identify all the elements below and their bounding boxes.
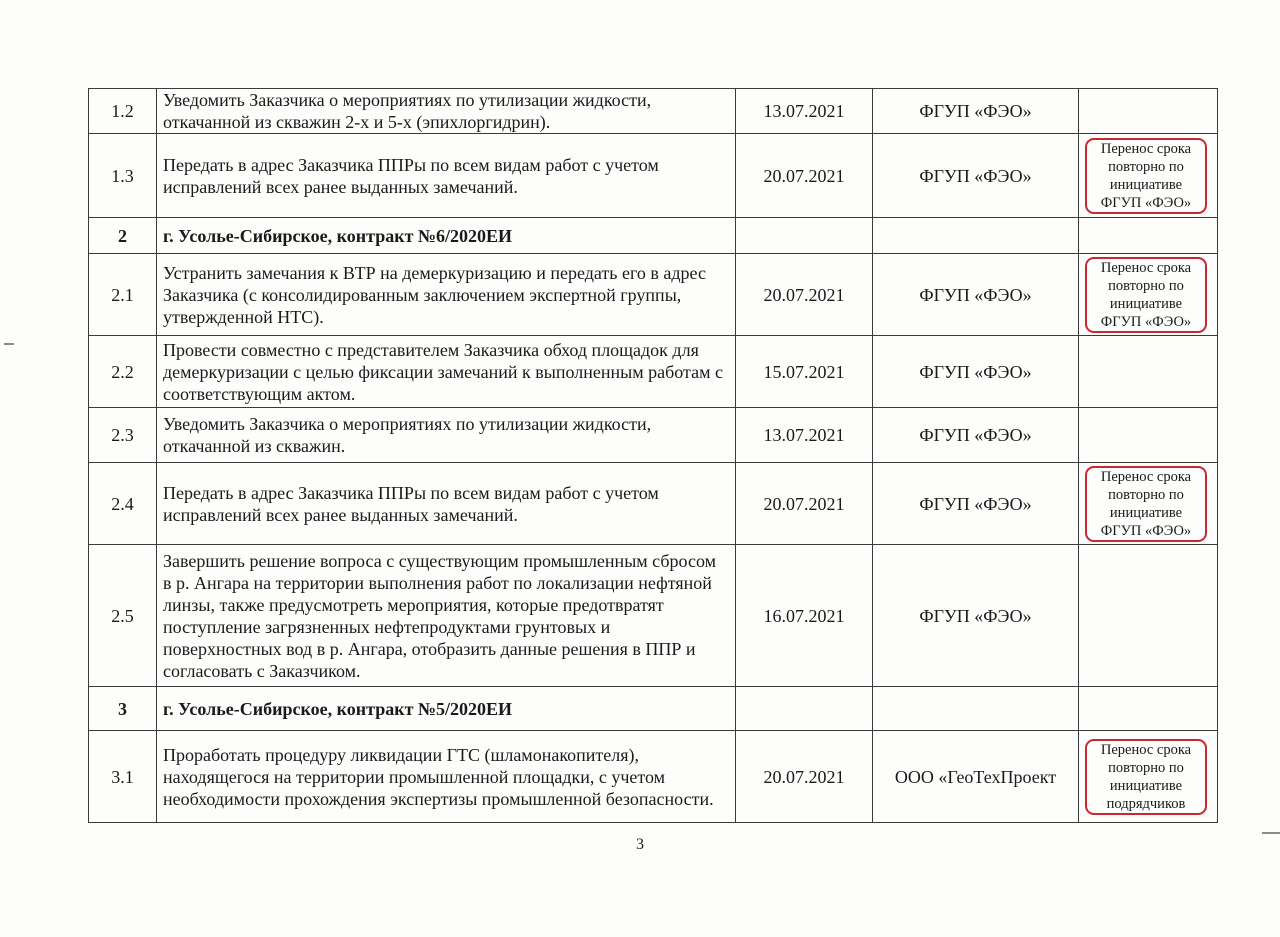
table-row bbox=[89, 408, 1218, 463]
task-text: Проработать процедуру ликвидации ГТС (шламонакопителя), находящегося на территории промышленной площадки, с учетом необходимости прохождения экспертизы промышленной безопасности. bbox=[157, 731, 736, 823]
row-number: 2.1 bbox=[89, 254, 157, 336]
row-number: 2.2 bbox=[89, 336, 157, 408]
table-row bbox=[89, 89, 1218, 134]
task-text: Уведомить Заказчика о мероприятиях по утилизации жидкости, откачанной из скважин 2-х и 5-х (эпихлоргидрин). bbox=[157, 89, 736, 134]
deadline-postponed-note: Перенос срока повторно по инициативе ФГУП «ФЭО» bbox=[1085, 138, 1207, 214]
table-row bbox=[89, 545, 1218, 687]
due-date: 20.07.2021 bbox=[736, 134, 873, 218]
section-title: г. Усолье-Сибирское, контракт №6/2020ЕИ bbox=[157, 218, 736, 254]
executor: ФГУП «ФЭО» bbox=[873, 254, 1079, 336]
note-cell bbox=[1079, 408, 1218, 463]
row-number: 2.3 bbox=[89, 408, 157, 463]
note-cell bbox=[1079, 254, 1218, 336]
table-row bbox=[89, 134, 1218, 218]
due-date: 16.07.2021 bbox=[736, 545, 873, 687]
task-text: Передать в адрес Заказчика ППРы по всем видам работ с учетом исправлений всех ранее выданных замечаний. bbox=[157, 463, 736, 545]
row-number: 3.1 bbox=[89, 731, 157, 823]
row-number: 1.3 bbox=[89, 134, 157, 218]
executor: ФГУП «ФЭО» bbox=[873, 336, 1079, 408]
section-row bbox=[89, 218, 1218, 254]
table-row bbox=[89, 731, 1218, 823]
executor: ФГУП «ФЭО» bbox=[873, 463, 1079, 545]
due-date: 20.07.2021 bbox=[736, 463, 873, 545]
section-row bbox=[89, 687, 1218, 731]
scan-artifact-left bbox=[4, 343, 14, 345]
executor: ФГУП «ФЭО» bbox=[873, 134, 1079, 218]
deadline-postponed-note: Перенос срока повторно по инициативе подрядчиков bbox=[1085, 739, 1207, 815]
task-text: Устранить замечания к ВТР на демеркуризацию и передать его в адрес Заказчика (с консолидированным заключением экспертной группы, утвержденной НТС). bbox=[157, 254, 736, 336]
tasks-table bbox=[88, 88, 1218, 823]
note-cell bbox=[1079, 134, 1218, 218]
executor: ФГУП «ФЭО» bbox=[873, 89, 1079, 134]
row-number: 2.4 bbox=[89, 463, 157, 545]
executor: ООО «ГеоТехПроект bbox=[873, 731, 1079, 823]
task-text: Передать в адрес Заказчика ППРы по всем видам работ с учетом исправлений всех ранее выданных замечаний. bbox=[157, 134, 736, 218]
due-date: 15.07.2021 bbox=[736, 336, 873, 408]
note-cell bbox=[1079, 731, 1218, 823]
table-row bbox=[89, 254, 1218, 336]
executor: ФГУП «ФЭО» bbox=[873, 545, 1079, 687]
deadline-postponed-note: Перенос срока повторно по инициативе ФГУП «ФЭО» bbox=[1085, 257, 1207, 333]
task-text: Уведомить Заказчика о мероприятиях по утилизации жидкости, откачанной из скважин. bbox=[157, 408, 736, 463]
executor: ФГУП «ФЭО» bbox=[873, 408, 1079, 463]
table-row bbox=[89, 336, 1218, 408]
task-text: Завершить решение вопроса с существующим промышленным сбросом в р. Ангара на территории выполнения работ по локализации нефтяной линзы, также предусмотреть мероприятия, которые предотвратят поступление загрязненных нефтепродуктами грунтовых и поверхностных вод в р. Ангара, отобразить данные решения в ППР и согласовать с Заказчиком. bbox=[157, 545, 736, 687]
due-date: 13.07.2021 bbox=[736, 408, 873, 463]
table-row bbox=[89, 463, 1218, 545]
row-number: 2.5 bbox=[89, 545, 157, 687]
note-cell bbox=[1079, 545, 1218, 687]
section-title: г. Усолье-Сибирское, контракт №5/2020ЕИ bbox=[157, 687, 736, 731]
note-cell bbox=[1079, 463, 1218, 545]
scan-artifact-right bbox=[1262, 832, 1280, 834]
due-date: 20.07.2021 bbox=[736, 731, 873, 823]
row-number: 1.2 bbox=[89, 89, 157, 134]
section-number: 3 bbox=[89, 687, 157, 731]
task-text: Провести совместно с представителем Заказчика обход площадок для демеркуризации с целью фиксации замечаний к выполненным работам с соответствующим актом. bbox=[157, 336, 736, 408]
section-number: 2 bbox=[89, 218, 157, 254]
due-date: 20.07.2021 bbox=[736, 254, 873, 336]
due-date: 13.07.2021 bbox=[736, 89, 873, 134]
page-number: 3 bbox=[636, 836, 644, 853]
note-cell bbox=[1079, 89, 1218, 134]
deadline-postponed-note: Перенос срока повторно по инициативе ФГУП «ФЭО» bbox=[1085, 466, 1207, 542]
note-cell bbox=[1079, 336, 1218, 408]
